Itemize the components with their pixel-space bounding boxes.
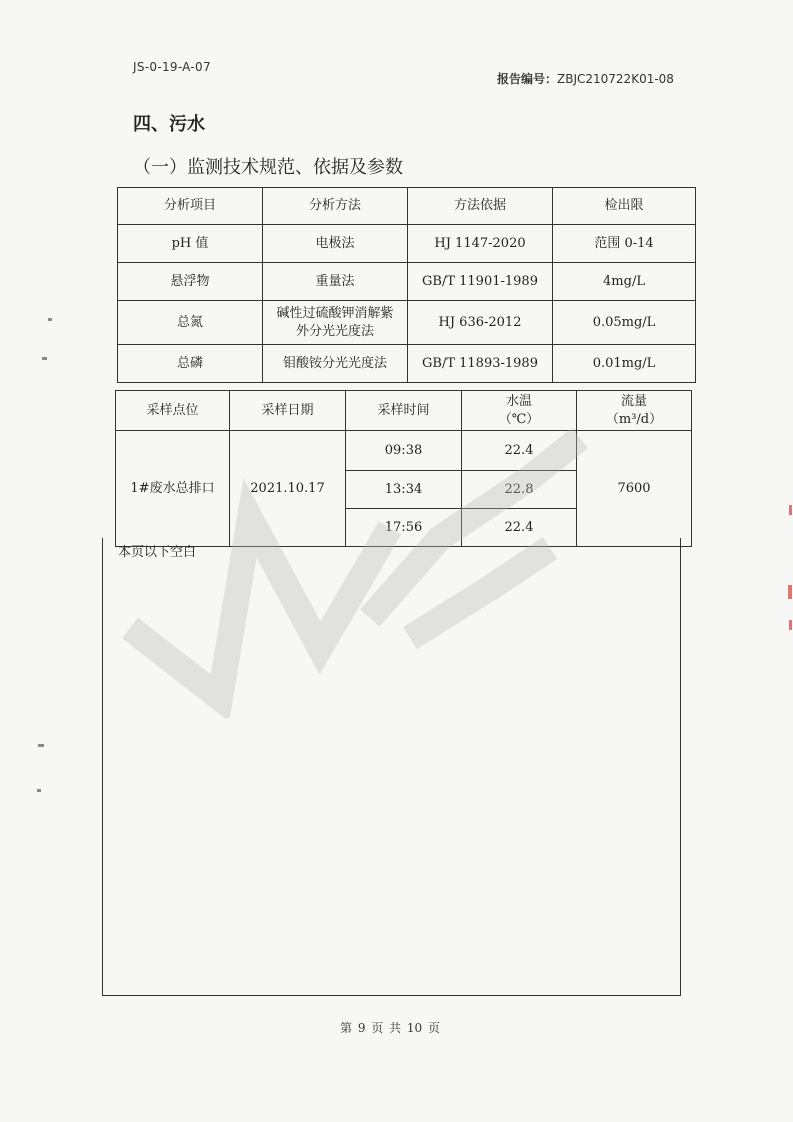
cell-temp: 22.4 [462,431,577,471]
scan-speck [37,789,41,792]
wps-watermark [110,398,630,718]
cell-item: 总磷 [118,345,263,383]
flow-unit: （m³/d） [605,411,663,427]
cell-basis: HJ 636-2012 [408,301,553,345]
stamp-edge [789,620,792,630]
stamp-edge [788,585,792,599]
col-header-point: 采样点位 [116,391,230,431]
cell-method: 重量法 [263,263,408,301]
cell-item: 悬浮物 [118,263,263,301]
cell-basis: GB/T 11893-1989 [408,345,553,383]
cell-temp: 22.8 [462,471,577,509]
cell-limit: 0.05mg/L [553,301,696,345]
col-header-basis: 方法依据 [408,188,553,225]
col-header-date: 采样日期 [230,391,346,431]
cell-method-text: 碱性过硫酸钾消解紫外分光光度法 [276,305,394,339]
document-code: JS-0-19-A-07 [133,60,211,74]
cell-method: 电极法 [263,225,408,263]
table-row [118,263,696,301]
methods-header-row [118,188,696,225]
cell-date: 2021.10.17 [230,431,346,547]
temp-unit: （℃） [498,411,540,427]
cell-method [263,301,408,345]
table-row [118,301,696,345]
scan-speck [38,744,44,747]
scan-speck [48,318,52,321]
cell-time: 13:34 [346,471,462,509]
cell-basis: HJ 1147-2020 [408,225,553,263]
col-header-item: 分析项目 [118,188,263,225]
cell-point: 1#废水总排口 [116,431,230,547]
cell-time: 17:56 [346,509,462,547]
col-header-method: 分析方法 [263,188,408,225]
stamp-edge [789,505,792,515]
cell-basis: GB/T 11901-1989 [408,263,553,301]
cell-flow: 7600 [577,431,692,547]
cell-limit: 4mg/L [553,263,696,301]
temp-label: 水温 [505,393,532,409]
cell-limit: 0.01mg/L [553,345,696,383]
cell-temp: 22.4 [462,509,577,547]
methods-table [117,187,696,383]
report-number-value: ZBJC210722K01-08 [557,72,674,86]
scan-speck [42,357,47,360]
cell-time: 09:38 [346,431,462,471]
table-row [118,225,696,263]
report-number-label: 报告编号： [497,72,558,86]
col-header-time: 采样时间 [346,391,462,431]
flow-label: 流量 [620,393,647,409]
report-number [497,70,674,87]
table-row [118,345,696,383]
cell-method: 钼酸铵分光光度法 [263,345,408,383]
cell-item: 总氮 [118,301,263,345]
page-number: 第 9 页 共 10 页 [340,1021,440,1035]
section-title: 四、污水 [133,114,205,135]
subsection-title: （一）监测技术规范、依据及参数 [133,157,403,178]
cell-item: pH 值 [118,225,263,263]
blank-note: 本页以下空白 [118,545,197,560]
cell-limit: 范围 0-14 [553,225,696,263]
col-header-limit: 检出限 [553,188,696,225]
